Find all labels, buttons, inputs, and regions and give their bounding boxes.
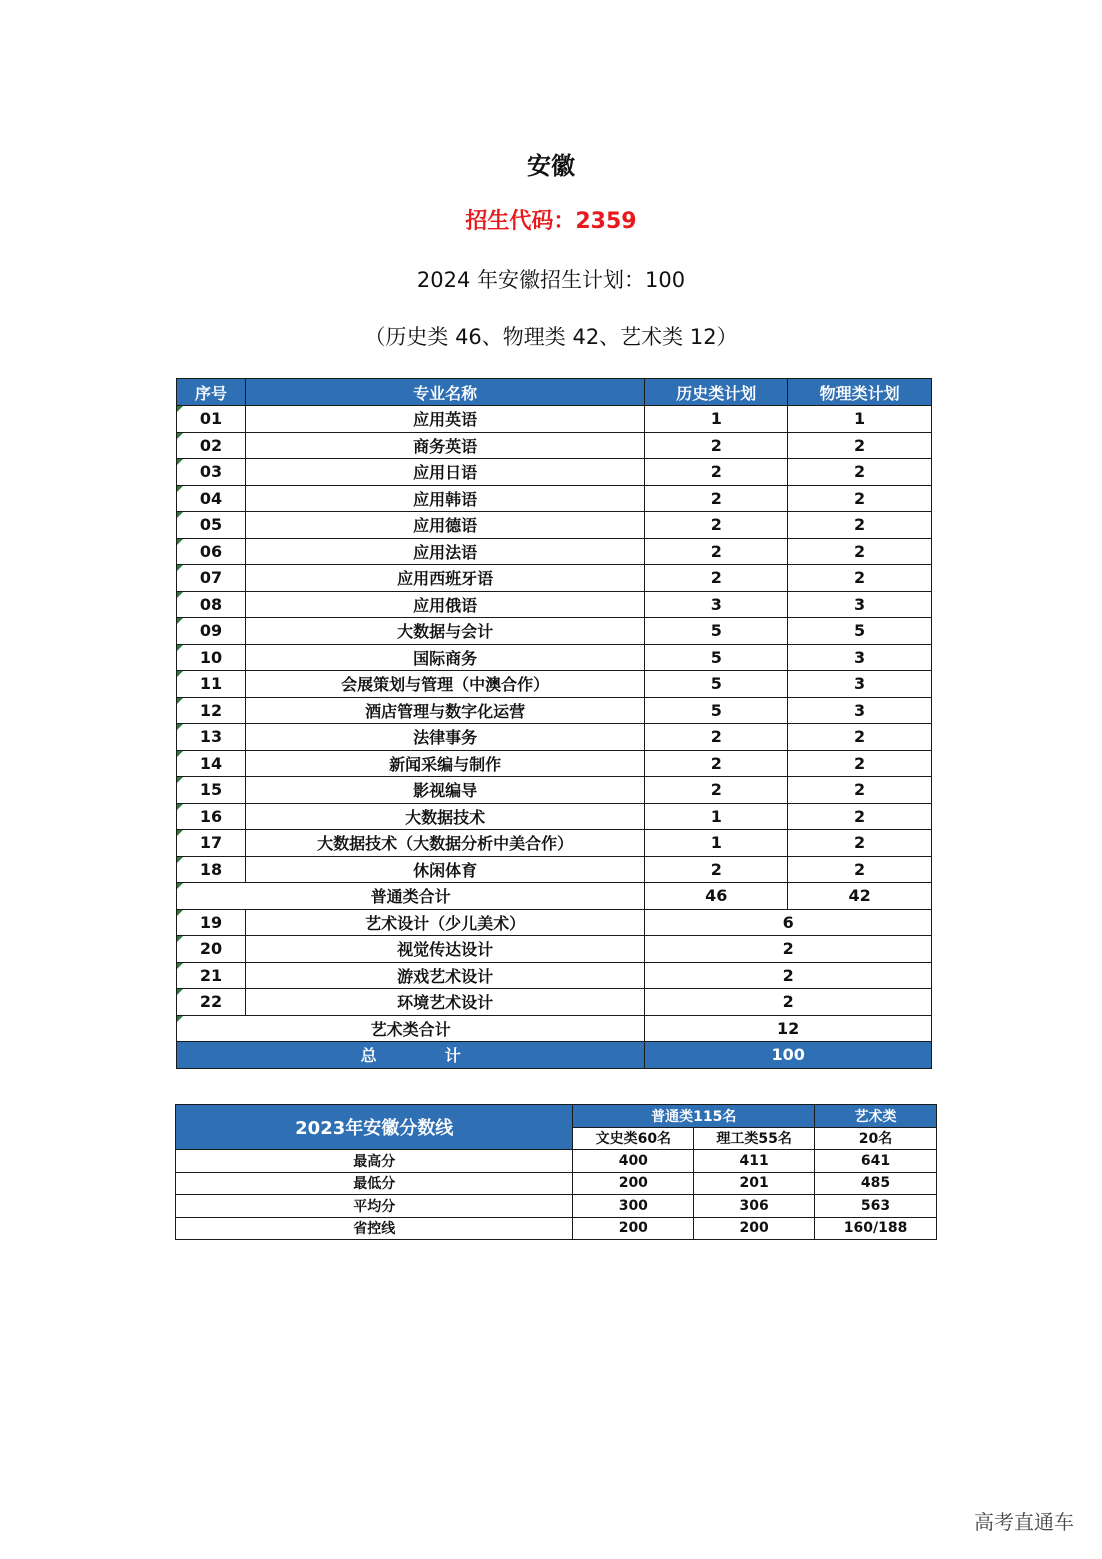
art-total-count: 12: [645, 1015, 932, 1042]
table-row: [177, 803, 932, 830]
col-header-index: 序号: [177, 379, 246, 406]
major-name: 影视编导: [245, 777, 644, 804]
table-row: [177, 459, 932, 486]
physics-plan: 1: [788, 406, 932, 433]
physics-plan: 2: [788, 485, 932, 512]
major-name: 艺术设计（少儿美术）: [245, 909, 644, 936]
major-name: 应用德语: [245, 512, 644, 539]
row-index: 20: [177, 936, 246, 963]
province-title: 安徽: [527, 152, 575, 180]
major-name: 会展策划与管理（中澳合作）: [245, 671, 644, 698]
art-plan: 2: [645, 962, 932, 989]
major-name: 法律事务: [245, 724, 644, 751]
row-index: 10: [177, 644, 246, 671]
score-art: 563: [815, 1195, 937, 1218]
physics-plan: 5: [788, 618, 932, 645]
enrollment-plan-table: [176, 378, 932, 1069]
physics-plan: 2: [788, 565, 932, 592]
table-row: [177, 538, 932, 565]
major-name: 酒店管理与数字化运营: [245, 697, 644, 724]
major-name: 应用俄语: [245, 591, 644, 618]
score-ligong: 306: [694, 1195, 815, 1218]
row-index: 09: [177, 618, 246, 645]
score-wenshi: 400: [573, 1150, 694, 1173]
major-name: 应用韩语: [245, 485, 644, 512]
history-plan: 3: [645, 591, 788, 618]
physics-plan: 3: [788, 644, 932, 671]
table-row: [177, 671, 932, 698]
history-plan: 1: [645, 803, 788, 830]
row-index: 02: [177, 432, 246, 459]
major-name: 国际商务: [245, 644, 644, 671]
history-plan: 2: [645, 538, 788, 565]
grand-total-label: [177, 1042, 645, 1069]
table-row: [177, 697, 932, 724]
major-name: 大数据技术: [245, 803, 644, 830]
score-art: 641: [815, 1150, 937, 1173]
history-plan: 2: [645, 459, 788, 486]
history-plan: 2: [645, 724, 788, 751]
table-row: [177, 856, 932, 883]
sub-header-art: 20名: [815, 1127, 937, 1150]
row-index: 14: [177, 750, 246, 777]
row-index: 08: [177, 591, 246, 618]
score-line-table: [175, 1104, 937, 1240]
history-plan: 2: [645, 856, 788, 883]
history-plan: 2: [645, 565, 788, 592]
history-plan: 2: [645, 432, 788, 459]
art-plan: 6: [645, 909, 932, 936]
physics-plan: 2: [788, 777, 932, 804]
score-wenshi: 200: [573, 1217, 694, 1240]
score-art: 160/188: [815, 1217, 937, 1240]
history-plan: 1: [645, 406, 788, 433]
grand-total-count: 100: [645, 1042, 932, 1069]
row-index: 17: [177, 830, 246, 857]
score-wenshi: 200: [573, 1172, 694, 1195]
table-row: [177, 830, 932, 857]
major-name: 应用日语: [245, 459, 644, 486]
table-row: [177, 565, 932, 592]
row-index: 18: [177, 856, 246, 883]
physics-plan: 3: [788, 591, 932, 618]
score-ligong: 411: [694, 1150, 815, 1173]
table-row: [177, 644, 932, 671]
sub-header-ligong: 理工类55名: [694, 1127, 815, 1150]
table-row: [177, 432, 932, 459]
table-row: [177, 909, 932, 936]
score-row: [176, 1172, 937, 1195]
table-row: [177, 512, 932, 539]
score-art: 485: [815, 1172, 937, 1195]
general-total-label: 普通类合计: [177, 883, 645, 910]
major-name: 视觉传达设计: [245, 936, 644, 963]
history-plan: 5: [645, 671, 788, 698]
score-label: 平均分: [176, 1195, 573, 1218]
physics-plan: 2: [788, 803, 932, 830]
major-name: 应用西班牙语: [245, 565, 644, 592]
physics-plan: 3: [788, 671, 932, 698]
score-ligong: 201: [694, 1172, 815, 1195]
score-table-title: 2023年安徽分数线: [176, 1105, 573, 1150]
history-plan: 2: [645, 512, 788, 539]
major-name: 游戏艺术设计: [245, 962, 644, 989]
score-row: [176, 1217, 937, 1240]
history-plan: 5: [645, 697, 788, 724]
art-plan: 2: [645, 989, 932, 1016]
major-name: 商务英语: [245, 432, 644, 459]
physics-plan: 3: [788, 697, 932, 724]
row-index: 19: [177, 909, 246, 936]
table-row: [177, 777, 932, 804]
table-row: [177, 989, 932, 1016]
physics-plan: 2: [788, 432, 932, 459]
history-plan: 1: [645, 830, 788, 857]
col-header-major: 专业名称: [245, 379, 644, 406]
physics-plan: 2: [788, 750, 932, 777]
table-row: [177, 406, 932, 433]
table-row: [177, 485, 932, 512]
score-wenshi: 300: [573, 1195, 694, 1218]
physics-plan: 2: [788, 538, 932, 565]
col-header-history: 历史类计划: [645, 379, 788, 406]
score-ligong: 200: [694, 1217, 815, 1240]
grand-total-row: [177, 1042, 932, 1069]
table-row: [177, 724, 932, 751]
physics-plan: 2: [788, 856, 932, 883]
row-index: 05: [177, 512, 246, 539]
plan-table-header: [177, 379, 932, 406]
row-index: 03: [177, 459, 246, 486]
enrollment-code: 招生代码：2359: [465, 209, 637, 234]
sub-header-wenshi: 文史类60名: [573, 1127, 694, 1150]
row-index: 12: [177, 697, 246, 724]
art-plan: 2: [645, 936, 932, 963]
group-art-header: 艺术类: [815, 1105, 937, 1128]
history-plan: 5: [645, 618, 788, 645]
physics-plan: 2: [788, 512, 932, 539]
plan-breakdown: （历史类 46、物理类 42、艺术类 12）: [364, 325, 738, 349]
row-index: 13: [177, 724, 246, 751]
physics-plan: 2: [788, 459, 932, 486]
score-label: 省控线: [176, 1217, 573, 1240]
table-row: [177, 618, 932, 645]
row-index: 06: [177, 538, 246, 565]
major-name: 应用英语: [245, 406, 644, 433]
row-index: 21: [177, 962, 246, 989]
physics-plan: 2: [788, 830, 932, 857]
physics-plan: 2: [788, 724, 932, 751]
general-total-physics: 42: [788, 883, 932, 910]
art-total-label: 艺术类合计: [177, 1015, 645, 1042]
grand-total-label-a: 总: [360, 1046, 377, 1066]
watermark: 高考直通车: [974, 1510, 1074, 1534]
history-plan: 2: [645, 485, 788, 512]
score-row: [176, 1195, 937, 1218]
row-index: 15: [177, 777, 246, 804]
row-index: 01: [177, 406, 246, 433]
major-name: 大数据与会计: [245, 618, 644, 645]
major-name: 休闲体育: [245, 856, 644, 883]
table-row: [177, 936, 932, 963]
major-name: 环境艺术设计: [245, 989, 644, 1016]
row-index: 11: [177, 671, 246, 698]
table-row: [177, 750, 932, 777]
major-name: 新闻采编与制作: [245, 750, 644, 777]
major-name: 大数据技术（大数据分析中美合作）: [245, 830, 644, 857]
major-name: 应用法语: [245, 538, 644, 565]
group-general-header: 普通类115名: [573, 1105, 815, 1128]
history-plan: 2: [645, 750, 788, 777]
score-row: [176, 1150, 937, 1173]
row-index: 22: [177, 989, 246, 1016]
table-row: [177, 591, 932, 618]
row-index: 04: [177, 485, 246, 512]
col-header-physics: 物理类计划: [788, 379, 932, 406]
score-label: 最低分: [176, 1172, 573, 1195]
row-index: 16: [177, 803, 246, 830]
table-row: [177, 962, 932, 989]
grand-total-label-b: 计: [444, 1046, 461, 1066]
row-index: 07: [177, 565, 246, 592]
general-total-row: [177, 883, 932, 910]
history-plan: 5: [645, 644, 788, 671]
art-total-row: [177, 1015, 932, 1042]
general-total-history: 46: [645, 883, 788, 910]
score-label: 最高分: [176, 1150, 573, 1173]
plan-summary: 2024 年安徽招生计划：100: [416, 268, 686, 292]
history-plan: 2: [645, 777, 788, 804]
